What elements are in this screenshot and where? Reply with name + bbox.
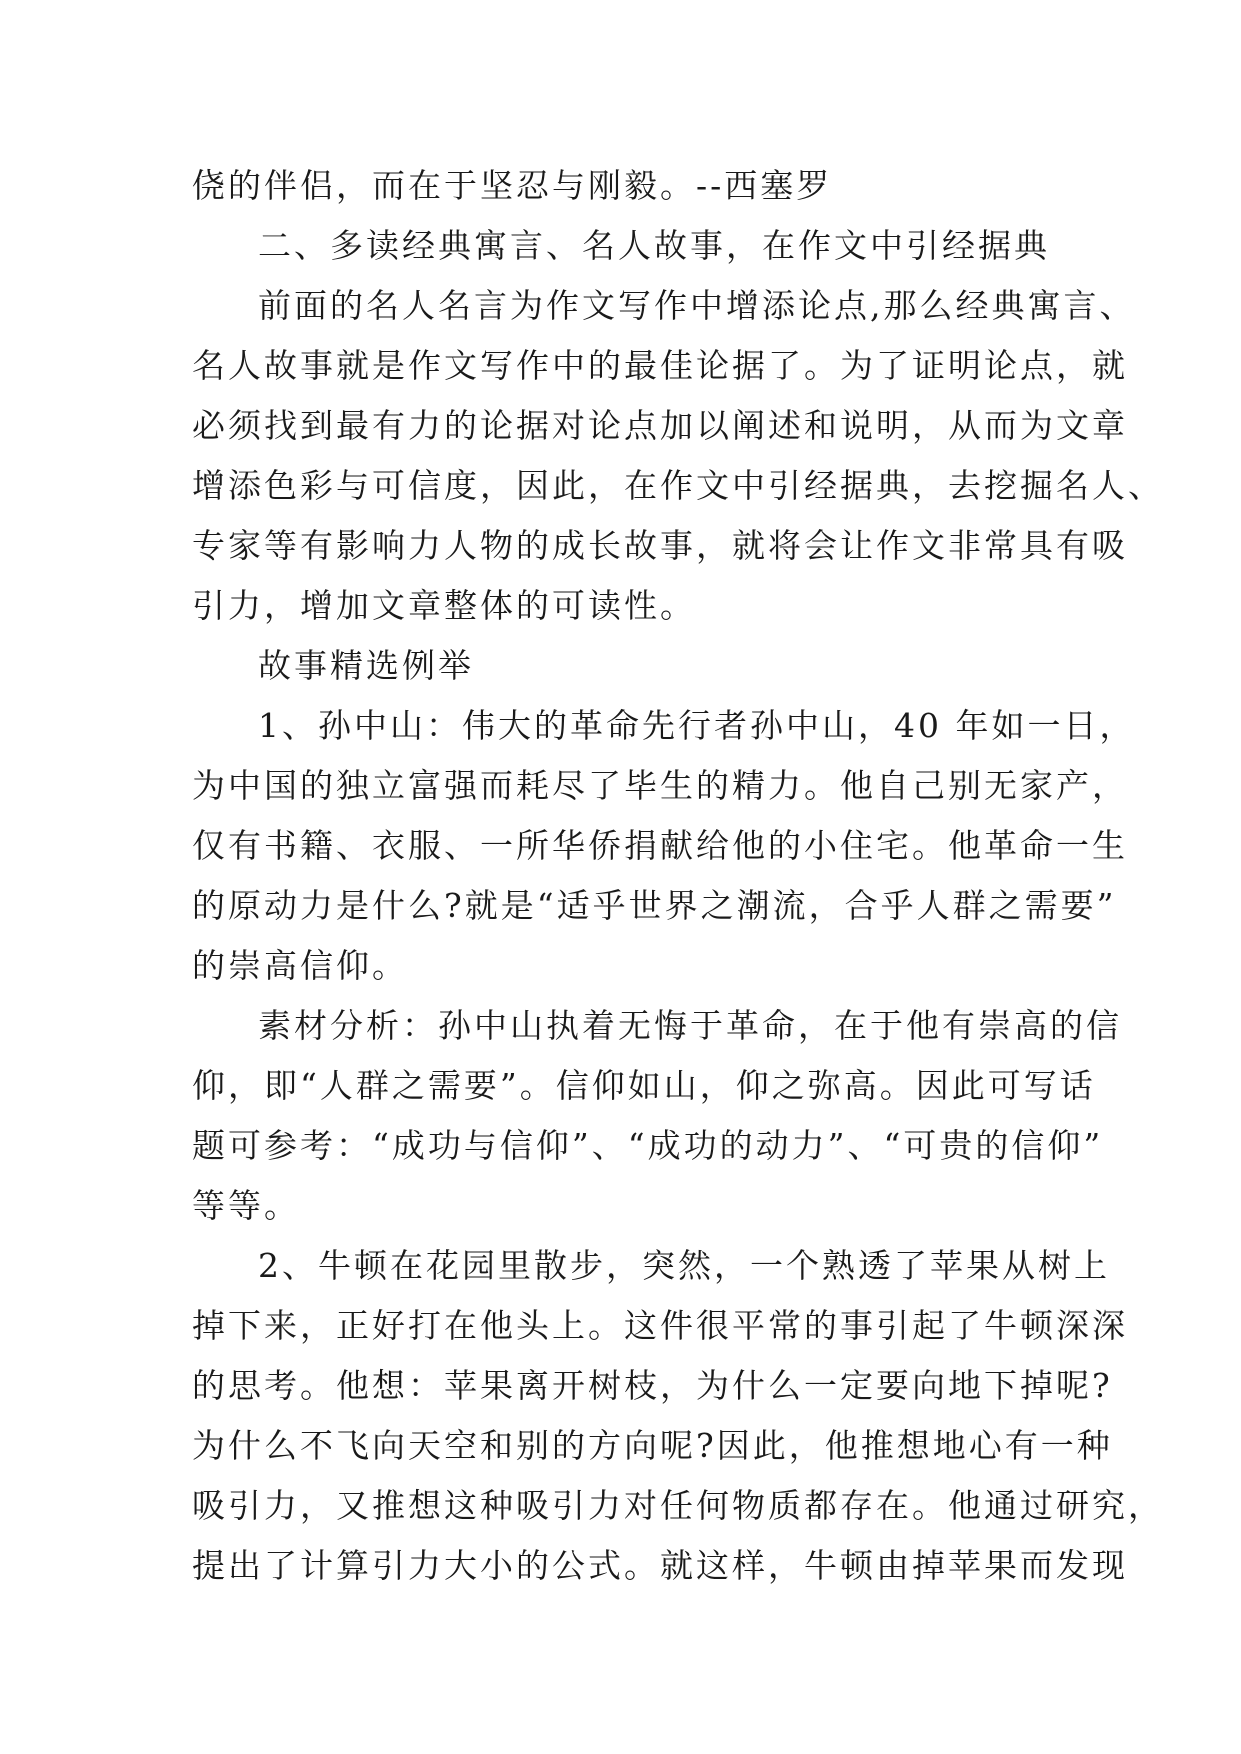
text-line: 前面的名人名言为作文写作中增添论点,那么经典寓言、 (258, 286, 1136, 325)
text-line: 的原动力是什么?就是“适乎世界之潮流，合乎人群之需要” (192, 886, 1117, 925)
text-line: 增添色彩与可信度，因此，在作文中引经据典，去挖掘名人、 (192, 466, 1164, 505)
text-line: 题可参考：“成功与信仰”、“成功的动力”、“可贵的信仰” (192, 1126, 1104, 1165)
text-line: 引力，增加文章整体的可读性。 (192, 586, 696, 625)
text-line: 的崇高信仰。 (192, 946, 408, 985)
text-line: 为中国的独立富强而耗尽了毕生的精力。他自己别无家产， (192, 766, 1128, 805)
text-line: 二、多读经典寓言、名人故事，在作文中引经据典 (258, 226, 1050, 265)
text-line: 必须找到最有力的论据对论点加以阐述和说明，从而为文章 (192, 406, 1128, 445)
text-line: 故事精选例举 (258, 646, 474, 685)
text-line: 仅有书籍、衣服、一所华侨捐献给他的小住宅。他革命一生 (192, 826, 1128, 865)
text-line: 等等。 (192, 1186, 300, 1225)
text-line: 为什么不飞向天空和别的方向呢?因此，他推想地心有一种 (192, 1426, 1113, 1465)
text-line: 提出了计算引力大小的公式。就这样，牛顿由掉苹果而发现 (192, 1546, 1128, 1585)
text-line: 侥的伴侣，而在于坚忍与刚毅。--西塞罗 (192, 166, 833, 205)
text-line: 名人故事就是作文写作中的最佳论据了。为了证明论点，就 (192, 346, 1128, 385)
text-line: 专家等有影响力人物的成长故事，就将会让作文非常具有吸 (192, 526, 1128, 565)
text-line: 吸引力，又推想这种吸引力对任何物质都存在。他通过研究， (192, 1486, 1164, 1525)
text-line: 掉下来，正好打在他头上。这件很平常的事引起了牛顿深深 (192, 1306, 1128, 1345)
text-line: 2、牛顿在花园里散步，突然，一个熟透了苹果从树上 (258, 1246, 1110, 1285)
text-line: 的思考。他想：苹果离开树枝，为什么一定要向地下掉呢? (192, 1366, 1113, 1405)
document-body (192, 156, 1164, 1596)
text-line: 仰，即“人群之需要”。信仰如山，仰之弥高。因此可写话 (192, 1066, 1096, 1105)
text-line: 1、孙中山：伟大的革命先行者孙中山，40 年如一日， (258, 706, 1136, 745)
text-line: 素材分析：孙中山执着无悔于革命，在于他有崇高的信 (258, 1006, 1122, 1045)
